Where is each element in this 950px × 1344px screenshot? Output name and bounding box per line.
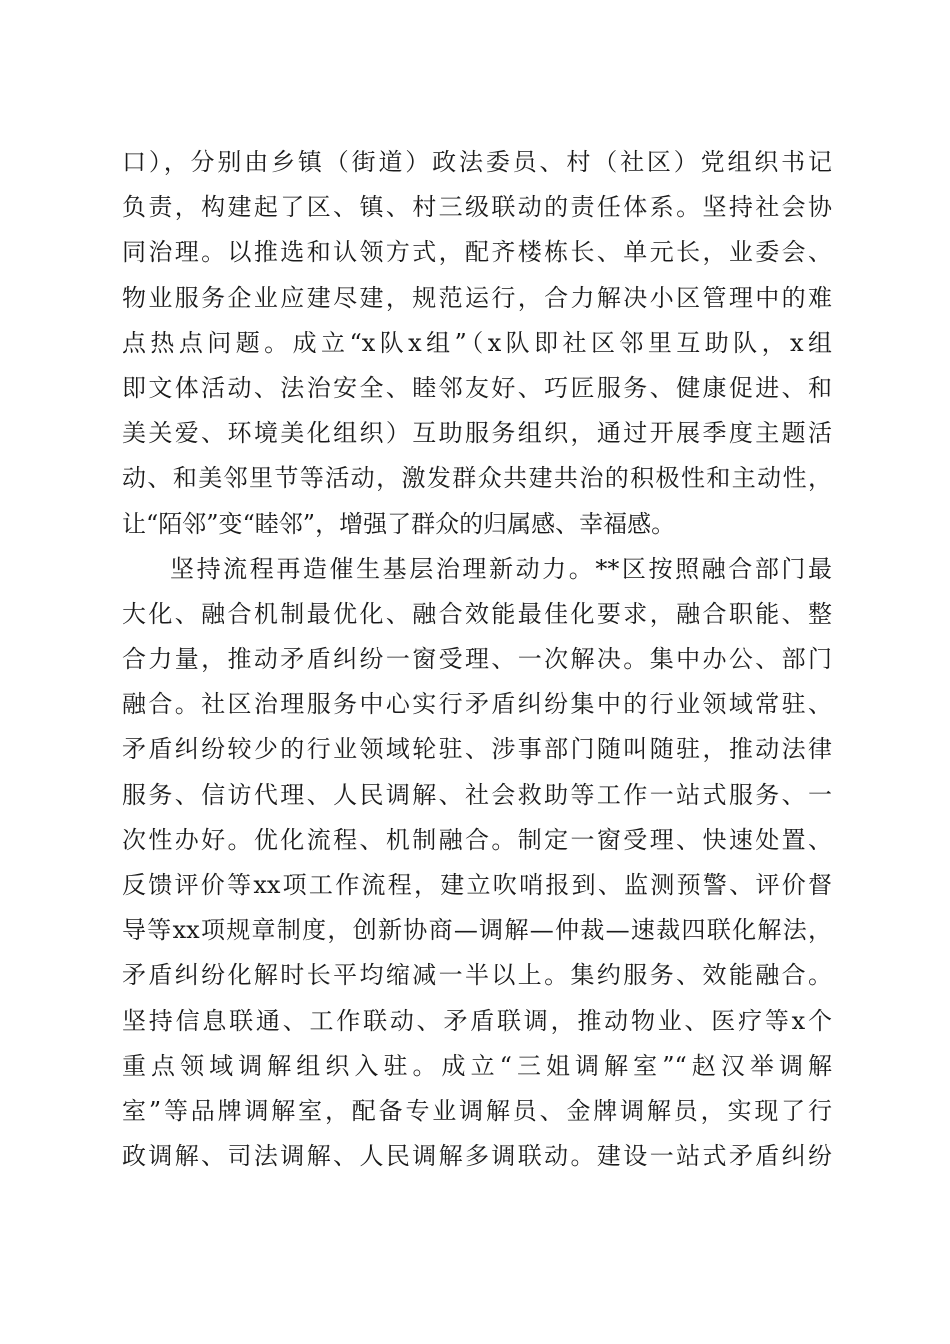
text-line: 大化、融合机制最优化、融合效能最佳化要求，融合职能、整	[122, 599, 832, 628]
text-line: 动、和美邻里节等活动，激发群众共建共治的积极性和主动性，	[122, 464, 832, 493]
text-line: 同治理。以推选和认领方式，配齐楼栋长、单元长，业委会、	[122, 238, 832, 267]
text-line: 反馈评价等xx项工作流程，建立吹哨报到、监测预警、评价督	[122, 871, 832, 899]
text-line: 物业服务企业应建尽建，规范运行，合力解决小区管理中的难	[122, 283, 832, 312]
text-line: 负责，构建起了区、镇、村三级联动的责任体系。坚持社会协	[122, 193, 832, 222]
text-line: 融合。社区治理服务中心实行矛盾纠纷集中的行业领域常驻、	[122, 690, 832, 719]
text-line: 让“陌邻”变“睦邻”，增强了群众的归属感、幸福感。	[122, 509, 676, 538]
text-line: 点热点问题。成立“x队x组”（x队即社区邻里互助队，x组	[122, 328, 832, 357]
text-line: 美关爱、环境美化组织）互助服务组织，通过开展季度主题活	[122, 419, 832, 448]
text-line: 重点领域调解组织入驻。成立“三姐调解室”“赵汉举调解	[122, 1051, 832, 1080]
text-line: 导等xx项规章制度，创新协商—调解—仲裁—速裁四联化解法，	[122, 916, 832, 945]
text-line: 次性办好。优化流程、机制融合。制定一窗受理、快速处置、	[122, 825, 832, 854]
text-line: 矛盾纠纷较少的行业领域轮驻、涉事部门随叫随驻，推动法律	[122, 735, 832, 764]
text-line: 坚持信息联通、工作联动、矛盾联调，推动物业、医疗等x个	[122, 1006, 832, 1035]
text-line: 合力量，推动矛盾纠纷一窗受理、一次解决。集中办公、部门	[122, 645, 832, 674]
paragraph-1	[122, 140, 832, 547]
text-line: 矛盾纠纷化解时长平均缩减一半以上。集约服务、效能融合。	[122, 961, 832, 990]
text-line: 政调解、司法调解、人民调解多调联动。建设一站式矛盾纠纷	[122, 1142, 832, 1171]
document-body	[122, 140, 832, 1179]
text-line: 服务、信访代理、人民调解、社会救助等工作一站式服务、一	[122, 780, 832, 809]
text-line: 即文体活动、法治安全、睦邻友好、巧匠服务、健康促进、和	[122, 373, 832, 402]
text-line: 口），分别由乡镇（街道）政法委员、村（社区）党组织书记	[122, 148, 832, 176]
text-line: 坚持流程再造催生基层治理新动力。**区按照融合部门最	[170, 554, 832, 583]
paragraph-2	[122, 547, 832, 1180]
text-line: 室”等品牌调解室，配备专业调解员、金牌调解员，实现了行	[122, 1096, 832, 1125]
